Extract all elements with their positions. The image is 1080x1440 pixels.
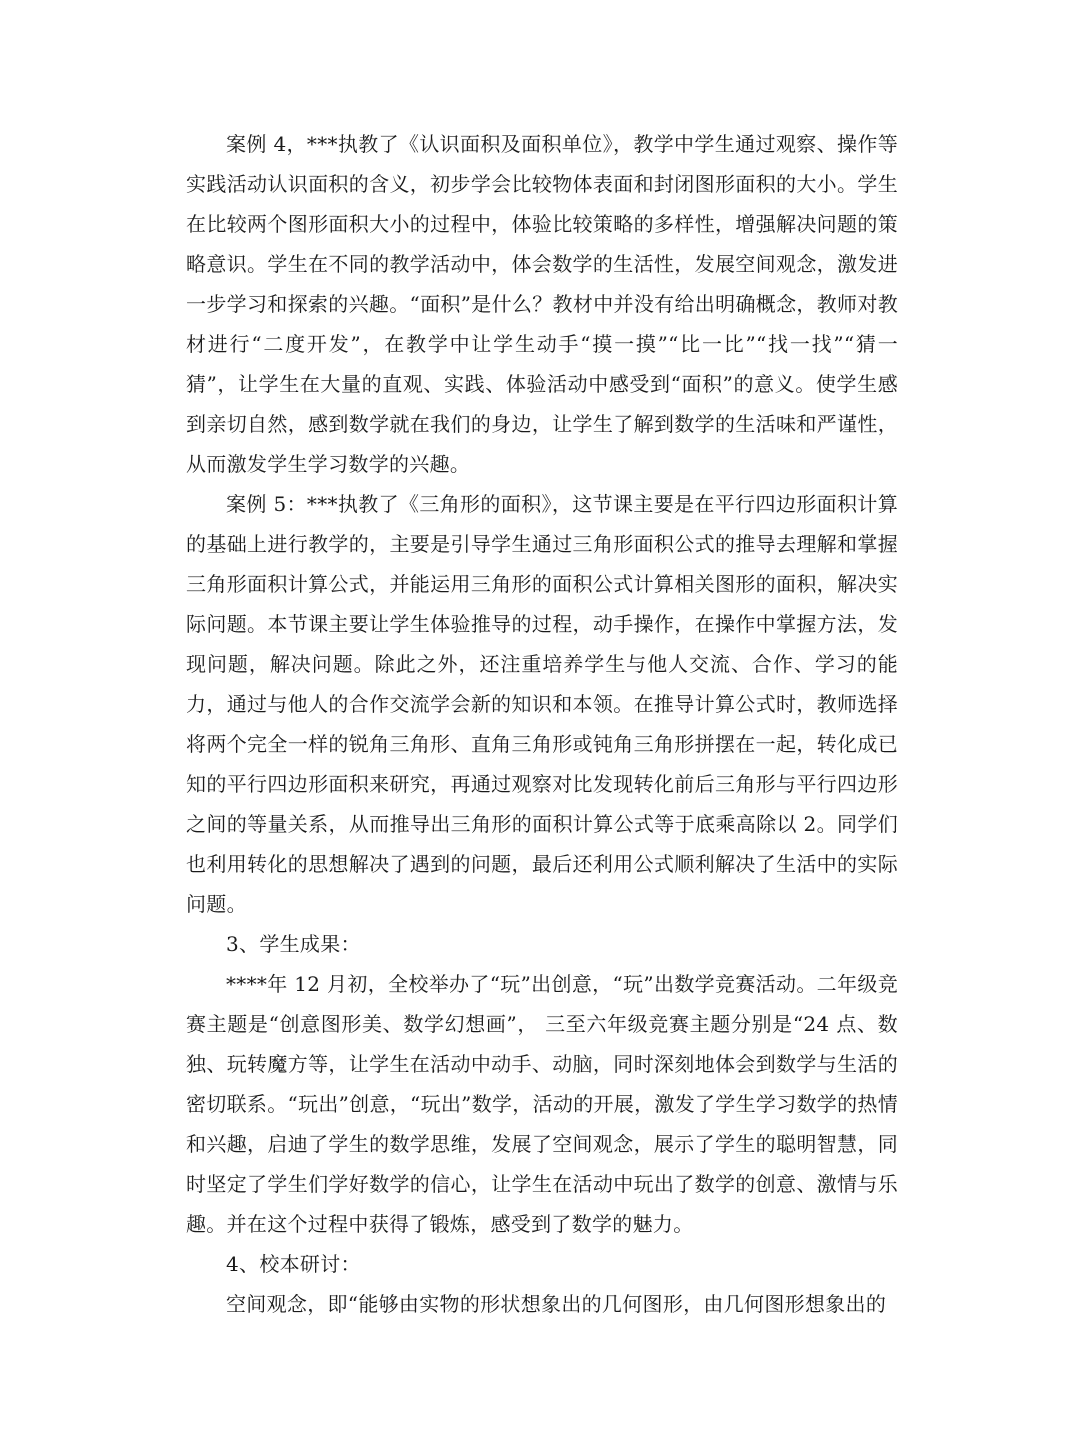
paragraph-spatial-concept: 空间观念，即“能够由实物的形状想象出的几何图形，由几何图形想象出的 [226,1292,887,1316]
paragraph-case-5: 案例 5：***执教了《三角形的面积》，这节课主要是在平行四边形面积计算的基础上进行教学的，主要是引导学生通过三角形面积公式的推导去理解和掌握三角形面积计算公式，并能运用三角形的面积公式计算相关图形的面积，解决实际问题。本节课主要让学生体验推导的过程，动手操作，在操作中掌握方法，发现问题，解决问题。除此之外，还注重培养学生与他人交流、合作、学习的能力，通过与他人的合作交流学会新的知识和本领。在推导计算公式时，教师选择将两个完全一样的锐角三角形、直角三角形或钝角三角形拼摆在一起，转化成已知的平行四边形面积来研究，再通过观察对比发现转化前后三角形与平行四边形之间的等量关系，从而推导出三角形的面积计算公式等于底乘高除以 2。同学们也利用转化的思想解决了遇到的问题，最后还利用公式顺利解决了生活中的实际问题。 [186,492,898,916]
paragraph-case-4: 案例 4，***执教了《认识面积及面积单位》，教学中学生通过观察、操作等实践活动认识面积的含义，初步学会比较物体表面和封闭图形面积的大小。学生在比较两个图形面积大小的过程中，体验比较策略的多样性，增强解决问题的策略意识。学生在不同的教学活动中，体会数学的生活性，发展空间观念，激发进一步学习和探索的兴趣。“面积”是什么？教材中并没有给出明确概念，教师对教材进行“二度开发”，在教学中让学生动手“摸一摸”“比一比”“找一找”“猜一猜”，让学生在大量的直观、实践、体验活动中感受到“面积”的意义。使学生感到亲切自然，感到数学就在我们的身边，让学生了解到数学的生活味和严谨性，从而激发学生学习数学的兴趣。 [186,132,898,476]
section-heading-school-research: 4、校本研讨： [226,1252,361,1276]
paragraph-student-results: ****年 12 月初，全校举办了“玩”出创意，“玩”出数学竞赛活动。二年级竞赛主题是“创意图形美、数学幻想画”， 三至六年级竞赛主题分别是“24 点、数独、玩转魔方等，让学生在活动中动手、动脑，同时深刻地体会到数学与生活的密切联系。“玩出”创意，“玩出”数学，活动的开展，激发了学生学习数学的热情和兴趣，启迪了学生的数学思维，发展了空间观念，展示了学生的聪明智慧，同时坚定了学生们学好数学的信心，让学生在活动中玩出了数学的创意、激情与乐趣。并在这个过程中获得了锻炼，感受到了数学的魅力。 [186,972,898,1236]
document-body [186,124,898,1324]
section-heading-student-results: 3、学生成果： [226,932,361,956]
